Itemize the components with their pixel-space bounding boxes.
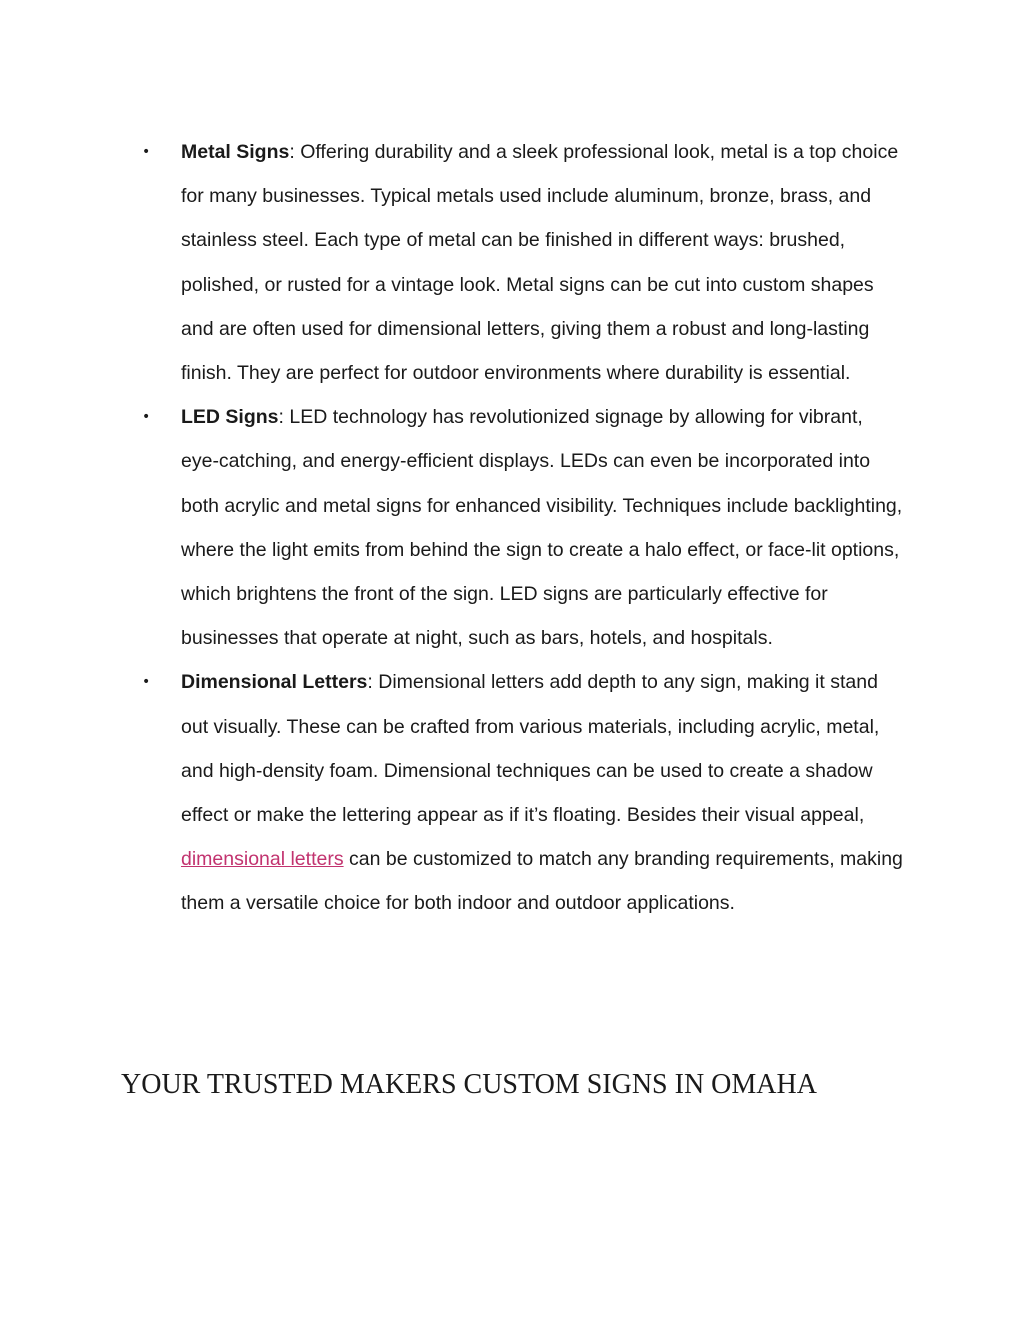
section-heading: YOUR TRUSTED MAKERS CUSTOM SIGNS IN OMAHA [121, 1069, 817, 1100]
item-text-before-link: Dimensional letters add depth to any sign, making it stand out visually. These can be crafted from various materials, including acrylic, metal, and high-density foam. Dimensional techniques can be used to create a shadow effect or make the lettering appear as if it’s floating. Besides their visual appeal, [181, 671, 880, 827]
item-text: LED technology has revolutionized signage by allowing for vibrant, eye-catching, and energy-efficient displays. LEDs can even be incorporated into both acrylic and metal signs for enhanced visibility. Techniques include backlighting, where the light emits from behind the sign to create a halo effect, or face-lit options, which brightens the front of the sign. LED signs are particularly effective for businesses that operate at night, such as bars, hotels, and hospitals. [181, 406, 903, 650]
item-title: Dimensional Letters [181, 671, 368, 694]
item-separator: : [367, 671, 379, 694]
item-title: Metal Signs [181, 141, 290, 163]
list-item-metal-signs [0, 130, 906, 395]
item-separator: : [289, 141, 301, 163]
item-text: Offering durability and a sleek professional look, metal is a top choice for many businesses. Typical metals used include aluminum, bronze, brass, and stainless steel. Each type of metal can be finished in different ways: brushed, polished, or rusted for a vintage look. Metal signs can be cut into custom shapes and are often used for dimensional letters, giving them a robust and long-lasting finish. They are perfect for outdoor environments where durability is essential. [181, 141, 899, 385]
bullet-icon: • [142, 409, 151, 426]
sign-types-list [0, 130, 1024, 926]
bullet-icon: • [142, 674, 151, 691]
list-item-led-signs [0, 395, 906, 660]
list-item-dimensional-letters [0, 660, 906, 925]
item-separator: : [278, 406, 290, 429]
dimensional-letters-link[interactable]: dimensional letters [181, 848, 344, 871]
bullet-icon: • [142, 144, 151, 160]
item-title: LED Signs [181, 406, 279, 429]
item-text-after-link: can be customized to match any branding requirements, making them a versatile choice for both indoor and outdoor applications. [181, 848, 903, 915]
